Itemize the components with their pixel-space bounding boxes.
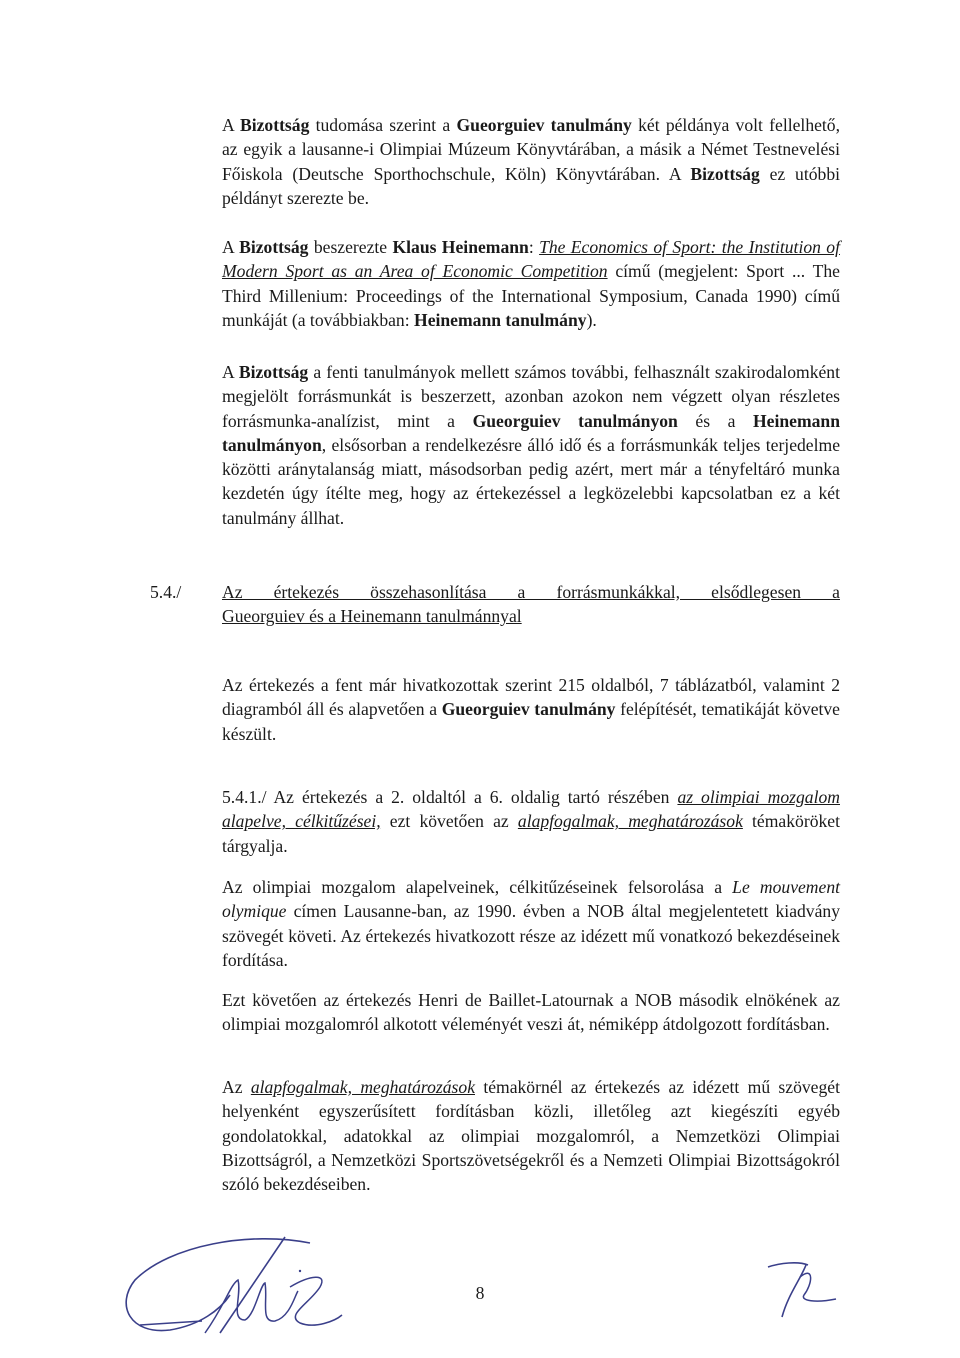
bold-term: Heinemann tanulmány: [414, 309, 587, 330]
text-span: 5.4.1./ Az értekezés a 2. oldaltól a 6. oldalig tartó részében: [222, 787, 678, 807]
section-heading: [222, 580, 840, 629]
topic-reference: az olimpiai mozgalom alapelve, célkitűzései,: [222, 787, 840, 832]
cited-title: The Economics of Sport: the Institution of Modern Sport as an Area of Economic Competition: [222, 237, 840, 282]
text-span: témaköröket tárgyalja.: [222, 811, 840, 856]
text-span: Az: [222, 1077, 251, 1097]
text-span: ).: [586, 309, 597, 330]
text-span: tudomása szerint a: [309, 115, 457, 135]
signature-left: [110, 1225, 370, 1345]
text-span: Az olimpiai mozgalom alapelveinek, célkitűzéseinek felsorolása a: [222, 877, 733, 897]
paragraph-7: [222, 988, 840, 1037]
bold-term: Gueorguiev tanulmány: [441, 699, 616, 720]
text-span: A: [222, 237, 240, 257]
paragraph-8: [222, 1075, 840, 1196]
section-number: 5.4./: [150, 582, 182, 602]
text-span: felépítését, tematikáját követve készült.: [222, 699, 840, 744]
text-span: és a: [677, 410, 753, 431]
bold-term: Gueorguiev tanulmány: [456, 115, 632, 135]
bold-term: Bizottság: [690, 163, 760, 184]
publication-title: Le mouvement olymique: [222, 877, 841, 922]
topic-reference: alapfogalmak, meghatározások: [517, 811, 743, 832]
section-heading-line-2: Gueorguiev és a Heinemann tanulmánnyal: [222, 606, 522, 627]
text-span: A: [222, 362, 239, 382]
text-span: két példánya volt fellelhető, az egyik a lausanne-i Olimpiai Múzeum Könyvtárában, a másik a Német Testnevelési Főiskola (Deutsche Sporthochschule, Köln) Könyvtárában. A: [222, 115, 841, 184]
paragraph-2: [222, 235, 840, 332]
paragraph-6: [222, 875, 840, 972]
bold-term: Gueorguiev tanulmányon: [472, 410, 678, 431]
bold-term: Bizottság: [239, 115, 310, 135]
bold-term: Klaus Heinemann: [392, 237, 529, 257]
text-span: , elsősorban a rendelkezésre álló idő és a forrásmunkák teljes terjedelme közötti aránytalanság miatt, másodsorban pedig azért, mert már a tényfeltáró munka kezdetén úgy ítélte meg, hogy az értekezéssel a legközelebbi kapcsolatban ez a két tanulmány állhat.: [222, 434, 840, 528]
paragraph-5: [222, 785, 840, 858]
bold-term: Bizottság: [239, 237, 309, 257]
signature-right: [760, 1255, 850, 1325]
page-number: 8: [475, 1283, 485, 1303]
text-span: Az értekezés a fent már hivatkozottak szerint 215 oldalból, 7 táblázatból, valamint 2 diagramból áll és alapvetően a: [222, 675, 840, 720]
section-heading-line-1: Az értekezés összehasonlítása a forrásmunkákkal, elsődlegesen a: [222, 582, 840, 602]
text-span: címen Lausanne-ban, az 1990. évben a NOB által megjelentetett kiadvány szövegét követi. Az értekezés hivatkozott része az idézett mű vonatkozó bekezdéseinek fordítása.: [222, 901, 840, 970]
text-span: beszerezte: [308, 237, 393, 257]
text-span: című (megjelent: Sport ... The Third Millenium: Proceedings of the International Symposium, Canada 1990) című munkáját (a továbbiakban:: [222, 261, 840, 330]
text-span: Ezt követően az értekezés Henri de Baillet-Latournak a NOB második elnökének az olimpiai mozgalomról alkotott véleményét veszi át, némiképp átdolgozott fordításban.: [222, 990, 840, 1035]
bold-term: Bizottság: [238, 362, 309, 382]
text-span: :: [528, 237, 540, 257]
paragraph-1: [222, 113, 840, 210]
bold-term: Heinemann tanulmányon: [222, 410, 840, 455]
text-span: ezt követően az: [380, 811, 518, 832]
paragraph-4: [222, 673, 840, 746]
paragraph-3: [222, 360, 840, 530]
text-span: a fenti tanulmányok mellett számos további, felhasznált szakirodalomként megjelölt forrásmunkát is beszerzett, azonban azokon nem végzett olyan részletes forrásmunka-analízist, mint a: [222, 362, 840, 431]
topic-reference: alapfogalmak, meghatározások: [250, 1077, 475, 1097]
text-span: témakörnél az értekezés az idézett mű szövegét helyenként egyszerűsített fordításban közli, illetőleg azt kiegészíti egyéb gondolatokkal, adatokkal az olimpiai mozgalomról, a Nemzetközi Olimpiai Bizottságról, a Nemzetközi Sportszövetségekről és a Nemzeti Olimpiai Bizottságokról szóló bekezdéseiben.: [222, 1077, 840, 1195]
text-span: ez utóbbi példányt szerezte be.: [222, 163, 840, 208]
text-span: A: [222, 115, 240, 135]
